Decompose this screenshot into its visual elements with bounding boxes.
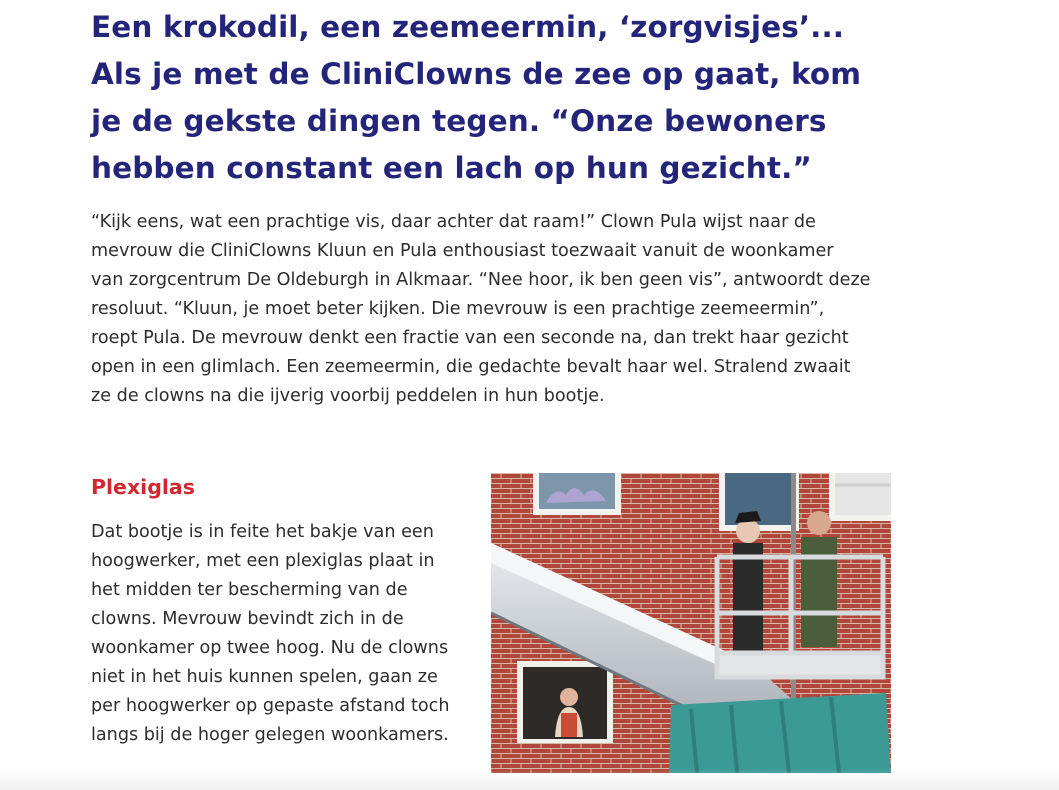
bottom-fade-overlay bbox=[0, 770, 1059, 790]
section-heading-plexiglas: Plexiglas bbox=[91, 475, 195, 499]
section-body-paragraph: Dat bootje is in feite het bakje van een hoogwerker, met een plexiglas plaat in het midden ter bescherming van de clowns. Mevrouw bevindt zich in de woonkamer op twee hoog. Nu de clowns niet in het huis kunnen spelen, gaan ze per hoogwerker op gepaste afstand toch langs bij de hoger gelegen woonkamers. bbox=[91, 522, 450, 745]
upper-window bbox=[829, 473, 891, 521]
article-headline: Een krokodil, een zeemeermin, ‘zorgvisjes’... Als je met de CliniClowns de zee op gaat, kom je de gekste dingen tegen. “Onze bewoners hebben constant een lach op hun gezicht.” bbox=[91, 10, 862, 185]
clown-figure bbox=[733, 511, 763, 653]
upper-window bbox=[533, 473, 621, 515]
upper-window bbox=[719, 473, 799, 531]
aerial-work-platform-illustration bbox=[491, 473, 891, 773]
article-photo bbox=[491, 473, 891, 773]
lower-window-resident bbox=[517, 661, 613, 743]
article-intro-paragraph: “Kijk eens, wat een prachtige vis, daar achter dat raam!” Clown Pula wijst naar de mevrouw die CliniClowns Kluun en Pula enthousiast toezwaait vanuit de woonkamer van zorgcentrum De Oldeburgh in Alkmaar. “Nee hoor, ik ben geen vis”, antwoordt deze resoluut. “Kluun, je moet beter kijken. Die mevrouw is een prachtige zeemeermin”, roept Pula. De mevrouw denkt een fractie van een seconde na, dan trekt haar gezicht open in een glimlach. Een zeemeermin, die gedachte bevalt haar wel. Stralend zwaait ze de clowns na die ijverig voorbij peddelen in hun bootje. bbox=[91, 212, 871, 406]
